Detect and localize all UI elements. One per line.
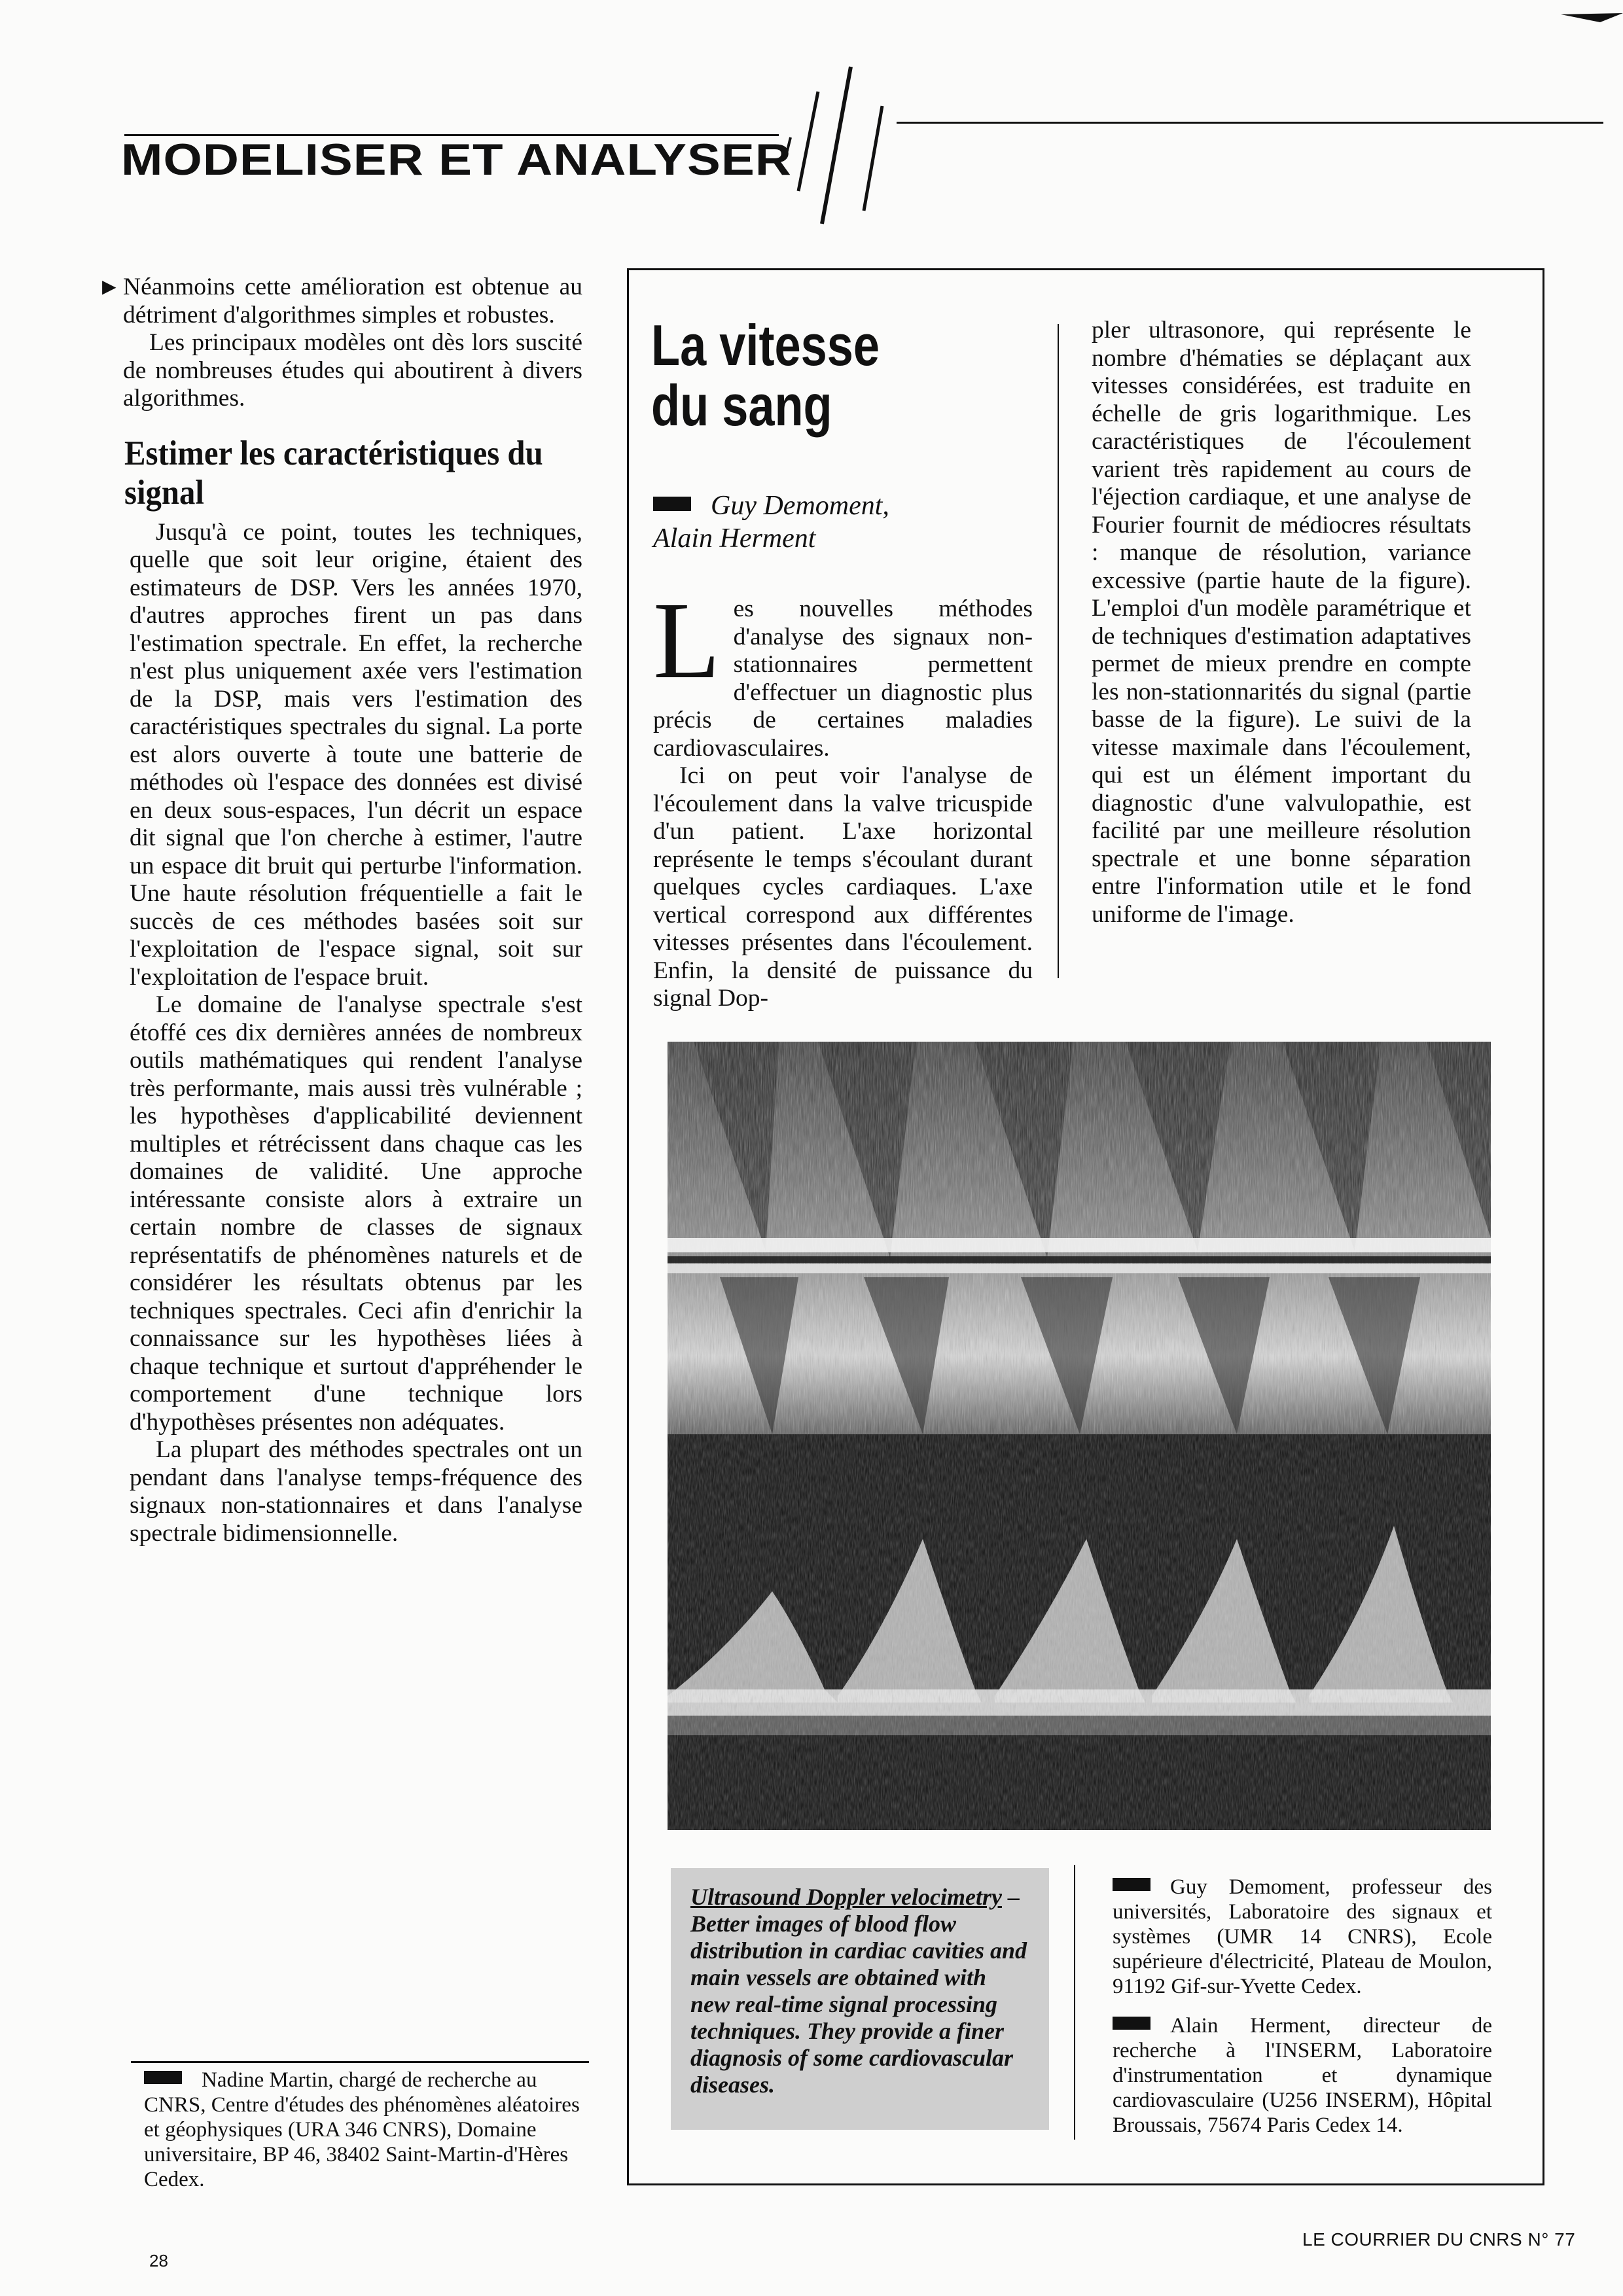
author-note-demoment: Guy Demoment, professeur des universités, Laboratoire des signaux et systèmes (UMR 14 CNRS), Ecole supérieure d'électricité, Plateau de Moulon, 91192 Gif-sur-Yvette Cedex. (1113, 1875, 1492, 1998)
author-notes-box (1113, 1875, 1492, 2152)
subheading: Estimer les caractéristiques du signal (124, 434, 543, 512)
bullet-block-icon (1113, 2017, 1150, 2030)
intro-paragraph-2: Les principaux modèles ont dès lors suscité de nombreuses études qui aboutirent à divers algorithmes. (123, 329, 582, 412)
bullet-block-icon (144, 2071, 182, 2084)
author-note-martin: Nadine Martin, chargé de recherche au CNRS, Centre d'études des phénomènes aléatoires et géophysiques (URA 346 CNRS), Domaine universitaire, BP 46, 38402 Saint-Martin-d'Hères Cedex. (144, 2068, 580, 2191)
page-number: 28 (149, 2251, 168, 2270)
caption-divider (1074, 1865, 1075, 2140)
article-title: La vitesse du sang (651, 313, 880, 438)
bullet-block-icon (653, 497, 691, 511)
doppler-spectrogram-image (668, 1042, 1491, 1830)
author-note-herment: Alain Herment, directeur de recherche à l'INSERM, Laboratoire d'instrumentation et dynamique cardiovasculaire (U256 INSERM), Hôpital Broussais, 75674 Paris Cedex 14. (1113, 2014, 1492, 2137)
article-paragraph-2: Ici on peut voir l'analyse de l'écoulement dans la valve tricuspide d'un patient. L'axe horizontal représente le temps s'écoulant durant quelques cycles cardiaques. L'axe vertical correspond aux différentes vitesses présentes dans l'écoulement. Enfin, la densité de puissance du signal Dop- (653, 762, 1033, 1012)
note-divider (131, 2061, 589, 2063)
body-paragraph-2: Le domaine de l'analyse spectrale s'est étoffé ces dix dernières années de nombreux outils mathématiques qui rendent l'analyse très performante, mais aussi très vulnérable ; les hypothèses d'applicabilité deviennent multiples et rétrécissent dans chaque cas les domaines de validité. Une approche intéressante consiste alors à extraire un certain nombre de classes de signaux représentatifs de phénomènes naturels et de considérer les résultats obtenus par les techniques spectrales. Ceci afin d'enrichir la connaissance sur les hypothèses liées à chaque technique et surtout d'appréhender le comportement d'une technique lors d'hypothèses présentes non adéquates. (130, 991, 582, 1436)
byline: Guy Demoment, Alain Herment (653, 491, 889, 554)
body-paragraph-3: La plupart des méthodes spectrales ont un pendant dans l'analyse temps-fréquence des signaux non-stationnaires et dans l'analyse spectrale bidimensionnelle. (130, 1436, 582, 1547)
body-paragraph-1: Jusqu'à ce point, toutes les techniques, quelle que soit leur origine, étaient des estimateurs de DSP. Vers les années 1970, d'autres approches firent un pas dans l'estimation spectrale. En effet, la recherche n'est plus uniquement axée vers l'estimation de la DSP, mais vers l'estimation des caractéristiques spectrales du signal. La porte est alors ouverte à toute une batterie de méthodes où l'espace des données est divisé en deux sous-espaces, l'un décrit un espace dit signal que l'on cherche à estimer, l'autre un espace dit bruit qui perturbe l'information. Une haute résolution fréquentielle a fait le succès de ces méthodes basées soit sur l'exploitation de l'espace signal, soit sur l'exploitation de l'espace bruit. (130, 518, 582, 991)
header-rule-right (897, 122, 1603, 124)
article-paragraph-3: pler ultrasonore, qui représente le nombre d'hématies se déplaçant aux vitesses considérées, est traduite en échelle de gris logarithmique. Les caractéristiques de l'écoulement varient très rapidement au cours de l'éjection cardiaque, et une analyse de Fourier fournit de médiocres résultats : manque de résolution, variance excessive (partie haute de la figure). L'emploi d'un modèle paramétrique et de techniques d'estimation adaptatives permet de mieux prendre en compte les non-stationnarités du signal (partie basse de la figure). Le suivi de la vitesse maximale dans l'écoulement, qui est un élément important du diagnostic d'une valvulopathie, est facilité par une meilleure résolution spectrale et une bonne séparation entre l'information utile et le fond uniforme de l'image. (1092, 317, 1471, 928)
caption-body: – Better images of blood flow distribution in cardiac cavities and main vessels are obtained with new real-time signal processing techniques. They provide a finer diagnosis of some cardiovascular diseases. (690, 1884, 1027, 2098)
left-body (105, 519, 582, 1548)
article-column-2 (1092, 317, 1471, 928)
section-title: MODELISER ET ANALYSER (121, 135, 793, 185)
left-column (105, 274, 582, 1547)
article-column-1 (653, 580, 1033, 1013)
bullet-block-icon (1113, 1878, 1150, 1891)
corner-arrow-icon (1561, 8, 1623, 34)
figure-caption (671, 1868, 1049, 2130)
journal-name: LE COURRIER DU CNRS N° 77 (1302, 2229, 1576, 2250)
article-paragraph-1: Les nouvelles méthodes d'analyse des signaux non-stationnaires permettent d'effectuer un diagnostic plus précis de certaines maladies cardiovasculaires. (653, 580, 1033, 762)
intro-paragraph-1: ▶ Néanmoins cette amélioration est obtenue au détriment d'algorithmes simples et robustes. (105, 274, 582, 329)
column-divider (1058, 324, 1059, 978)
drop-cap: L (653, 580, 721, 701)
caption-title: Ultrasound Doppler velocimetry (690, 1884, 1002, 1910)
